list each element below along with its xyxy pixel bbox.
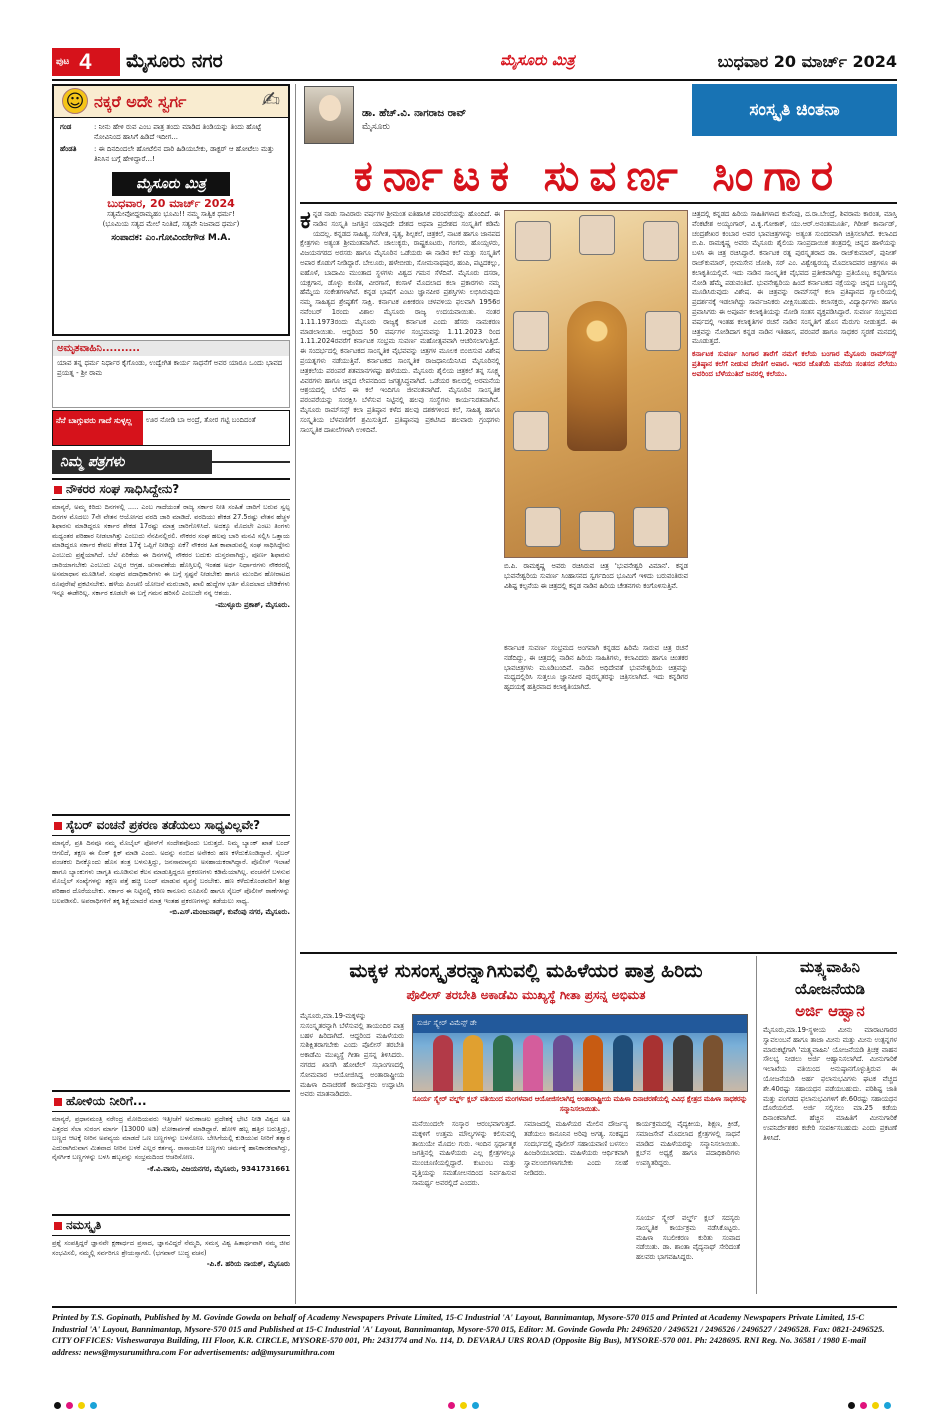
letter-title: ನೌಕರರ ಸಂಘ ಸಾಧಿಸಿದ್ದೇನು?	[52, 478, 290, 500]
registration-marks	[0, 1402, 945, 1412]
registration-dot	[472, 1402, 479, 1409]
person-figure	[463, 1035, 483, 1091]
letter-item	[52, 814, 290, 1084]
masthead-rule	[52, 79, 897, 81]
image-caption: ಬಿ.ಪಿ. ರಾಮಕೃಷ್ಣ ಅವರು ರಚಿಸಿರುವ ಚಿತ್ರ 'ಭುವನೇಶ್ವರಿ ವಿಮಾನ'. ಕನ್ನಡ ಭುವನೇಶ್ವರಿಯ ಸುವರ್ಣ ಸಿಂಹಾಸನದ ಸ್ವರ್ಗದಿಂದ ಭೂಮಿಗೆ ಇಳಿದು ಬರುವಂತಿರುವ ವಿಶಿಷ್ಟ ಕಲ್ಪನೆಯ ಈ ಚಿತ್ರದಲ್ಲಿ ಕನ್ನಡ ನಾಡಿನ ಹಿರಿಯ ಚೇತನಗಳು ಕಂಗೊಳಿಸುತ್ತಿವೆ.	[504, 562, 688, 590]
article-text: ಚಿತ್ರದಲ್ಲಿ ಕನ್ನಡದ ಹಿರಿಯ ಸಾಹಿತಿಗಳಾದ ಕುವೆಂಪು, ದ.ರಾ.ಬೇಂದ್ರೆ, ಶಿವರಾಮ ಕಾರಂತ, ಮಾಸ್ತಿ ವೆಂಕಟೇಶ ಅಯ್ಯಂಗಾರ್, ವಿ.ಕೃ.ಗೋಕಾಕ್, ಯು.ಆರ್.ಅನಂತಮೂರ್ತಿ, ಗಿರೀಶ್ ಕಾರ್ನಾಡ್, ಚಂದ್ರಶೇಖರ ಕಂಬಾರ ಅವರ ಭಾವಚಿತ್ರಗಳನ್ನು ಅತ್ಯಂತ ಸುಂದರವಾಗಿ ಚಿತ್ರಿಸಲಾಗಿದೆ. ಕಲಾವಿದ ಬಿ.ಪಿ. ರಾಮಕೃಷ್ಣ ಅವರು ಮೈಸೂರು ಶೈಲಿಯ ಸಾಂಪ್ರದಾಯಿಕ ತಂತ್ರದಲ್ಲಿ ಚಿನ್ನದ ಹಾಳೆಯನ್ನು ಬಳಸಿ ಈ ಚಿತ್ರ ರಚಿಸಿದ್ದಾರೆ. ಕರ್ನಾಟಕ ರತ್ನ ಪುರಸ್ಕೃತರಾದ ಡಾ. ರಾಜ್‌ಕುಮಾರ್, ಪುನೀತ್ ರಾಜ್‌ಕುಮಾರ್, ಭೀಮಸೇನ ಜೋಶಿ, ಸರ್ ಎಂ. ವಿಶ್ವೇಶ್ವರಯ್ಯ ಮೊದಲಾದವರ ಚಿತ್ರಗಳೂ ಈ ಕಲಾಕೃತಿಯಲ್ಲಿವೆ. ಇದು ನಾಡಿನ ಸಾಂಸ್ಕೃತಿಕ ವೈಭವದ ಪ್ರತೀಕವಾಗಿದ್ದು ಪ್ರತಿಯೊಬ್ಬ ಕನ್ನಡಿಗನೂ ನೋಡಿ ಹೆಮ್ಮೆ ಪಡುವಂತಿದೆ. ಭುವನೇಶ್ವರಿಯ ಹಿಂದೆ ಕರ್ನಾಟಕದ ನಕ್ಷೆಯನ್ನು ಚಿನ್ನದ ಬಣ್ಣದಲ್ಲಿ ಮೂಡಿಸಿರುವುದು ವಿಶೇಷ. ಈ ಚಿತ್ರವನ್ನು ರಾಮ್‌ಸನ್ಸ್ ಕಲಾ ಪ್ರತಿಷ್ಠಾನದ ಗ್ಯಾಲರಿಯಲ್ಲಿ ಪ್ರದರ್ಶನಕ್ಕೆ ಇಡಲಾಗಿದ್ದು ಸಾರ್ವಜನಿಕರು ವೀಕ್ಷಿಸಬಹುದು. ಕಲಾಸಕ್ತರು, ವಿದ್ಯಾರ್ಥಿಗಳು ಹಾಗೂ ಪ್ರವಾಸಿಗರು ಈ ಅಪೂರ್ವ ಕಲಾಕೃತಿಯನ್ನು ನೋಡಿ ಸಂತಸ ವ್ಯಕ್ತಪಡಿಸಿದ್ದಾರೆ. ಸುವರ್ಣ ಸಂಭ್ರಮದ ವರ್ಷದಲ್ಲಿ ಇಂತಹ ಕಲಾಕೃತಿಗಳ ರಚನೆ ನಾಡಿನ ಸಂಸ್ಕೃತಿಗೆ ಹೊಸ ಮೆರುಗು ನೀಡುತ್ತದೆ. ಈ ಚಿತ್ರವನ್ನು ನೋಡಿದಾಗ ಕನ್ನಡ ನಾಡಿನ ಇತಿಹಾಸ, ಪರಂಪರೆ ಹಾಗೂ ಸಾಧಕರ ಸ್ಮರಣೆ ಮನದಲ್ಲಿ ಮೂಡುತ್ತದೆ.	[692, 210, 897, 346]
joke-line: : ಈ ದಿನದಿಂದಲೇ ಹೋಟೆಲಿನ ದಾರಿ ಹಿಡಿಯಬೇಕು, ಡಾಕ್ಟರ್ ಆ ಹೋಟೆಲು ಮತ್ತು ತಿನಿಸಿನ ಬಗ್ಗೆ ಹೇಳಿದ್ದಾರೆ...!	[94, 145, 275, 163]
registration-dot	[54, 1402, 61, 1409]
article-column	[504, 644, 688, 944]
portrait-thumbnail	[643, 221, 679, 261]
story-headline: ಮಕ್ಕಳ ಸುಸಂಸ್ಕೃತರನ್ನಾಗಿಸುವಲ್ಲಿ ಮಹಿಳೆಯರ ಪಾತ್ರ ಹಿರಿದು	[349, 960, 703, 982]
letter-body: ಮಾನ್ಯರೆ, ಪ್ರಧಾನಮಂತ್ರಿ ನರೇಂದ್ರ ಮೋದಿಯವರು ಇತ್ತೀಚೆಗೆ ಅರುಣಾಚಲ ಪ್ರದೇಶಕ್ಕೆ ಭೇಟಿ ನೀಡಿ ವಿಶ್ವದ ಅತಿ ಎತ್ತರದ ಸೆಲಾ ಸುರಂಗ ಮಾರ್ಗ (13000 ಅಡಿ) ಲೋಕಾರ್ಪಣೆ ಮಾಡಿದ್ದಾರೆ. ಹೋಳಿ ಹಬ್ಬ ಹತ್ತಿರ ಬರುತ್ತಿದ್ದು, ಬಣ್ಣದ ಆಟಕ್ಕೆ ನೀರಿನ ಅಪವ್ಯಯ ಮಾಡದೆ ಒಣ ಬಣ್ಣಗಳನ್ನು ಬಳಸೋಣ. ಬೇಸಿಗೆಯಲ್ಲಿ ಕುಡಿಯುವ ನೀರಿಗೆ ತತ್ವಾರ ಎದುರಾಗಿರುವಾಗ ಮಿತವಾದ ನೀರಿನ ಬಳಕೆ ಎಲ್ಲರ ಕರ್ತವ್ಯ. ರಾಸಾಯನಿಕ ಬಣ್ಣಗಳು ಚರ್ಮಕ್ಕೆ ಹಾನಿಕಾರಕವಾಗಿದ್ದು, ನೈಸರ್ಗಿಕ ಬಣ್ಣಗಳನ್ನು ಬಳಸಿ ಹಬ್ಬವನ್ನು ಸಂಭ್ರಮದಿಂದ ಆಚರಿಸೋಣ.	[52, 1115, 290, 1162]
masthead	[52, 48, 897, 78]
letter-signature: -ಪಿ.ಕೆ. ಹರಿಯ ನಾಯಕ್, ಮೈಸೂರು	[206, 1260, 290, 1269]
print-imprint: Printed by T.S. Gopinath, Published by M. Govinde Gowda on behalf of Academy Newspapers Private Limited, 15-C Industrial 'A' Layout, Bannimantap, Mysore-570 015 and Printed at Academy Newspapers Private Limited, 15-C Industrial 'A' Layout, Bannimantap, Mysore-570 015 and Published at 15-C Industrial 'A' Layout, Bannimantap, Mysore-570 015, Editor: M. Govinde Gowda Ph: 2496520 / 2496521 / 2496526 / 2496527 / 2496528. Fax: 0821-2496525. CITY OFFICES: Visheswaraya Building, III Floor, K.R. CIRCLE, MYSORE-570 001, Ph: 2431774 and No. 114, D. DEVARAJ URS ROAD (Opposite Big Bus), MYSORE-570 001. Ph: 2428695. RNI Reg. No. 36581 / 1980 E-mail address: news@mysurumithra.com For advertisements: ad@mysurumithra.com	[52, 1306, 897, 1374]
page-label: ಪುಟ	[56, 57, 70, 67]
person-figure	[643, 1035, 663, 1091]
person-figure	[613, 1035, 633, 1091]
author-place: ಮೈಸೂರು	[362, 122, 390, 132]
story-subheadline: ಪೊಲೀಸ್ ತರಬೇತಿ ಅಕಾಡೆಮಿ ಮುಖ್ಯಸ್ಥೆ ಗೀತಾ ಪ್ರಸನ್ನ ಅಭಿಮತ	[406, 988, 646, 1002]
editor-line: ಸಂಪಾದಕ: ಎಂ.ಗೋವಿಂದೇಗೌಡ M.A.	[111, 233, 231, 243]
headline-line: ಅರ್ಜಿ ಆಹ್ವಾನ	[795, 1002, 865, 1020]
letter-signature: -ಕೆ.ವಿ.ವಾಸು, ವಿಜಯನಗರ, ಮೈಸೂರು, 9341731661	[147, 1164, 290, 1173]
goddess-figure	[567, 301, 627, 451]
registration-dot	[884, 1402, 891, 1409]
registration-dot	[848, 1402, 855, 1409]
person-figure	[703, 1035, 723, 1091]
joke-line: : ನೀನು ಹೇಳಿ ರುವ ಎಂಬ ಪಾತ್ರ ತಂದು ಮಾಡಿದ ತಿಂಡಿಯನ್ನು ತಿಂದು ಹೊಟ್ಟೆ ನೋವಿನಿಂದ ಹಾಸಿಗೆ ಹಿಡಿದೆ ಇದೀಗ...	[94, 123, 262, 141]
portrait-thumbnail	[645, 311, 681, 351]
column-tag: ಸಂಸ್ಕೃತಿ ಚಿಂತನಾ	[692, 84, 897, 136]
laughing-face-icon: ☺	[62, 88, 88, 114]
cartoon-figure-icon: ✍	[261, 88, 280, 113]
paper-logo-small: ಮೈಸೂರು ಮಿತ್ರ	[112, 172, 230, 196]
section-title: ಮೈಸೂರು ನಗರ	[126, 50, 223, 72]
portrait-thumbnail	[513, 311, 549, 351]
edition-date: ಬುಧವಾರ, 20 ಮಾರ್ಚ್ 2024	[107, 197, 235, 210]
letter-item	[52, 478, 290, 808]
letters-section-title: ನಿಮ್ಮ ಪತ್ರಗಳು	[52, 450, 212, 474]
letter-body: ಮಾನ್ಯರೆ, ಪ್ರತಿ ದಿನವೂ ನಮ್ಮ ಮೊಬೈಲ್ ಫೋನ್‌ಗೆ ಸಂದೇಶವೊಂದು ಬರುತ್ತದೆ. ನಿಮ್ಮ ಬ್ಯಾಂಕ್ ಖಾತೆ ಬಂದ್ ಆಗಲಿದೆ, ತಕ್ಷಣ ಈ ಲಿಂಕ್ ಕ್ಲಿಕ್ ಮಾಡಿ ಎಂದು. ಅದನ್ನು ನಂಬಿದ ಅನೇಕರು ಹಣ ಕಳೆದುಕೊಂಡಿದ್ದಾರೆ. ಸೈಬರ್ ವಂಚಕರು ದಿನಕ್ಕೊಂದು ಹೊಸ ತಂತ್ರ ಬಳಸುತ್ತಿದ್ದು, ಜನಸಾಮಾನ್ಯರು ಅಸಹಾಯಕರಾಗಿದ್ದಾರೆ. ಪೊಲೀಸ್ ಇಲಾಖೆ ಹಾಗೂ ಬ್ಯಾಂಕುಗಳು ಜಾಗೃತಿ ಮೂಡಿಸುವ ಕೆಲಸ ಮಾಡುತ್ತಿದ್ದರೂ ಪ್ರಕರಣಗಳು ಕಡಿಮೆಯಾಗಿಲ್ಲ. ವಂಚನೆಗೆ ಬಳಸುವ ಮೊಬೈಲ್ ಸಂಖ್ಯೆಗಳನ್ನು ತಕ್ಷಣ ಪತ್ತೆ ಹಚ್ಚಿ ಬಂದ್ ಮಾಡುವ ವ್ಯವಸ್ಥೆ ಬರಬೇಕು. ಹಣ ಕಳೆದುಕೊಂಡವರಿಗೆ ಶೀಘ್ರ ಪರಿಹಾರ ದೊರೆಯಬೇಕು. ಸರ್ಕಾರ ಈ ನಿಟ್ಟಿನಲ್ಲಿ ಕಠಿಣ ಕಾನೂನು ರೂಪಿಸಲಿ ಹಾಗೂ ಸೈಬರ್ ಪೊಲೀಸ್ ಠಾಣೆಗಳನ್ನು ಬಲಪಡಿಸಲಿ. ಅಪರಾಧಿಗಳಿಗೆ ತಕ್ಕ ಶಿಕ್ಷೆಯಾದರೆ ಮಾತ್ರ ಇಂತಹ ಪ್ರಕರಣಗಳನ್ನು ತಡೆಯಲು ಸಾಧ್ಯ.	[52, 839, 290, 905]
photo-caption: ಸೂರ್ಯ ಸ್ಕ್ವೇರ್ ವರ್ಲ್ಡ್ ಕ್ಲಬ್ ವತಿಯಿಂದ ಮಂಗಳವಾರ ಆಯೋಜಿಸಲಾಗಿದ್ದ ಅಂತಾರಾಷ್ಟ್ರೀಯ ಮಹಿಳಾ ದಿನಾಚರಣೆಯಲ್ಲಿ ವಿವಿಧ ಕ್ಷೇತ್ರದ ಮಹಿಳಾ ಸಾಧಕರನ್ನು ಸನ್ಮಾನಿಸಲಾಯಿತು.	[412, 1095, 748, 1113]
letter-body: ಪ್ರಶ್ನೆ ಸಂಪತ್ತಿದ್ದರೆ ಜ್ಞಾನವೇ ಕ್ಷಣಾರ್ಧದ ಪ್ರಸಾದ, ಜ್ಞಾನವಿದ್ದರೆ ನೆಮ್ಮದಿ, ಸಮಸ್ತ ವಿಶ್ವ ಹಿತಾರ್ಥವಾಗಿ ನಮ್ಮ ಜೀವ ಸಂಭವಿಸಲಿ, ನಮ್ಮಲ್ಲಿ ಸರ್ವರಿಗೂ ಶ್ರೇಯಸ್ಸಾಗಲಿ. (ಭಗವಾನ್ ಬುದ್ಧ ವಚನ)	[52, 1239, 290, 1257]
letters-section-header	[52, 450, 290, 474]
story-column: ಮನೆಯಿಂದಲೇ ಸಂಸ್ಕಾರ ಆರಂಭವಾಗುತ್ತದೆ. ಮಕ್ಕಳಿಗೆ ಉತ್ತಮ ಮೌಲ್ಯಗಳನ್ನು ಕಲಿಸುವಲ್ಲಿ ತಾಯಿಯೇ ಮೊದಲ ಗುರು. ಇಂದಿನ ಸ್ಪರ್ಧಾತ್ಮಕ ಜಗತ್ತಿನಲ್ಲಿ ಮಹಿಳೆಯರು ಎಲ್ಲ ಕ್ಷೇತ್ರಗಳಲ್ಲೂ ಮುಂಚೂಣಿಯಲ್ಲಿದ್ದಾರೆ. ಕುಟುಂಬ ಮತ್ತು ವೃತ್ತಿಯನ್ನು ಸಮತೋಲನದಿಂದ ನಿರ್ವಹಿಸುವ ಸಾಮರ್ಥ್ಯ ಅವರಲ್ಲಿದೆ ಎಂದರು.	[412, 1120, 516, 1187]
story-body: ಮೈಸೂರು,ಮಾ.19-ಸ್ಥಳೀಯ ಮೀನು ಮಾರಾಟಗಾರರ ಸ್ವಾವಲಂಬನೆ ಹಾಗೂ ತಾಜಾ ಮೀನು ಮತ್ತು ಮೀನು ಉತ್ಪನ್ನಗಳ ಮಾರುಕಟ್ಟೆಗಾಗಿ 'ಮತ್ಸ್ಯವಾಹಿನಿ' ಯೋಜನೆಯಡಿ ತ್ರಿಚಕ್ರ ವಾಹನ ಸೌಲಭ್ಯ ನೀಡಲು ಅರ್ಜಿ ಆಹ್ವಾನಿಸಲಾಗಿದೆ. ಮೀನುಗಾರಿಕೆ ಇಲಾಖೆಯ ವತಿಯಿಂದ ಅನುಷ್ಠಾನಗೊಳ್ಳುತ್ತಿರುವ ಈ ಯೋಜನೆಯಡಿ ಅರ್ಹ ಫಲಾನುಭವಿಗಳು ಘಟಕ ವೆಚ್ಚದ ಶೇ.40ರಷ್ಟು ಸಹಾಯಧನ ಪಡೆಯಬಹುದು. ಪರಿಶಿಷ್ಟ ಜಾತಿ ಮತ್ತು ಪಂಗಡದ ಫಲಾನುಭವಿಗಳಿಗೆ ಶೇ.60ರಷ್ಟು ಸಹಾಯಧನ ದೊರೆಯಲಿದೆ. ಅರ್ಜಿ ಸಲ್ಲಿಸಲು ಮಾ.25 ಕಡೆಯ ದಿನಾಂಕವಾಗಿದೆ. ಹೆಚ್ಚಿನ ಮಾಹಿತಿಗೆ ಮೀನುಗಾರಿಕೆ ಉಪನಿರ್ದೇಶಕರ ಕಚೇರಿ ಸಂಪರ್ಕಿಸಬಹುದು ಎಂದು ಪ್ರಕಟಣೆ ತಿಳಿಸಿದೆ.	[763, 1026, 897, 1142]
article-headline: ಕರ್ನಾಟಕ ಸುವರ್ಣ ಸಿಂಗಾರ	[300, 148, 897, 204]
joke-box	[52, 84, 290, 336]
joke-speaker: ಹೆಂಡತಿ	[60, 145, 77, 153]
article-text: ಕರ್ನಾಟಕ ಸುವರ್ಣ ಸಂಭ್ರಮದ ಅಂಗವಾಗಿ ಕನ್ನಡದ ಹಿರಿಮೆ ಸಾರುವ ಚಿತ್ರ ರಚನೆ ನಡೆದಿದ್ದು, ಈ ಚಿತ್ರದಲ್ಲಿ ನಾಡಿನ ಹಿರಿಯ ಸಾಹಿತಿಗಳು, ಕಲಾವಿದರು ಹಾಗೂ ಚಿಂತಕರ ಭಾವಚಿತ್ರಗಳು ಮೂಡಿಬಂದಿವೆ. ನಾಡಿನ ಅಧಿದೇವತೆ ಭುವನೇಶ್ವರಿಯ ಚಿತ್ರವನ್ನು ಮಧ್ಯದಲ್ಲಿರಿಸಿ ಸುತ್ತಲೂ ಜ್ಞಾನಪೀಠ ಪುರಸ್ಕೃತರನ್ನು ಚಿತ್ರಿಸಲಾಗಿದೆ. ಇದು ಕನ್ನಡಿಗರ ಹೃದಯಕ್ಕೆ ಹತ್ತಿರವಾದ ಕಲಾಕೃತಿಯಾಗಿದೆ.	[504, 644, 688, 692]
letter-item	[52, 1214, 290, 1304]
registration-dot	[90, 1402, 97, 1409]
issue-date: ಬುಧವಾರ 20 ಮಾರ್ಚ್ 2024	[717, 52, 897, 71]
registration-dot	[872, 1402, 879, 1409]
registration-dot	[460, 1402, 467, 1409]
person-figure	[673, 1035, 693, 1091]
joke-row	[60, 144, 282, 164]
letter-signature: -ಬಿ.ಎಸ್.ಮಂಜುನಾಥ್, ಕುವೆಂಪು ನಗರ, ಮೈಸೂರು.	[169, 908, 290, 917]
person-figure	[553, 1035, 573, 1091]
joke-row	[60, 122, 282, 142]
portrait-thumbnail	[645, 411, 681, 451]
registration-dot	[66, 1402, 73, 1409]
story-column: ಕಾರ್ಯಕ್ರಮದಲ್ಲಿ ವೈದ್ಯಕೀಯ, ಶಿಕ್ಷಣ, ಕ್ರೀಡೆ, ಸಮಾಜಸೇವೆ ಮೊದಲಾದ ಕ್ಷೇತ್ರಗಳಲ್ಲಿ ಸಾಧನೆ ಮಾಡಿದ ಮಹಿಳೆಯರನ್ನು ಸನ್ಮಾನಿಸಲಾಯಿತು. ಕ್ಲಬ್‌ನ ಅಧ್ಯಕ್ಷೆ ಹಾಗೂ ಪದಾಧಿಕಾರಿಗಳು ಉಪಸ್ಥಿತರಿದ್ದರು.	[636, 1120, 740, 1168]
story-matsyavahini	[756, 956, 897, 1294]
byline	[300, 84, 897, 146]
portrait-thumbnail	[513, 411, 549, 451]
proverb-text: ಊರ ನೋಡಿ ಬಾ ಅಂದ್ರೆ, ತೋರ ಗಟ್ಟಿ ಬಂದಿದಂತೆ	[146, 416, 256, 424]
portrait-thumbnail	[633, 507, 669, 547]
artwork-image	[504, 210, 688, 558]
portrait-thumbnail	[579, 215, 615, 255]
registration-dot	[448, 1402, 455, 1409]
letter-body: ಮಾನ್ಯರೆ, ಅಮ್ಮ ಕಿರಿದು ದಿನಗಳಲ್ಲಿ ..... ಎಂಬ ಗಾದೆಯಂತೆ ರಾಜ್ಯ ಸರ್ಕಾರ ನೀತಿ ಸಂಹಿತೆ ಜಾರಿಗೆ ಬರುವ ಸ್ವಲ್ಪ ದಿನಗಳ ಮೊದಲು 7ನೇ ವೇತನ ಆಯೋಗದ ವರದಿ ಜಾರಿ ಮಾಡಿದೆ. ವರದಿಯು ಶೇಕಡ 27.5ರಷ್ಟು ವೇತನ ಹೆಚ್ಚಳ ಶಿಫಾರಸು ಮಾಡಿದ್ದರೂ ಸರ್ಕಾರ ಶೇಕಡ 17ರಷ್ಟು ಮಾತ್ರ ಜಾರಿಗೊಳಿಸಿದೆ. ಅದಕ್ಕೂ ಮೊದಲೇ ಎಂಟು ತಿಂಗಳು ಮಧ್ಯಂತರ ಪರಿಹಾರ ನೀಡಲಾಗಿತ್ತು ಎಂಬುದು ನೆನಪಿನಲ್ಲಿರಲಿ. ನೌಕರರ ಸಂಘ ಹಲವು ಬಾರಿ ಮನವಿ ಸಲ್ಲಿಸಿ ಒತ್ತಾಯ ಮಾಡಿದ್ದರೂ ಸರ್ಕಾರ ಕೇವಲ ಶೇಕಡ 17ಕ್ಕೆ ಒಪ್ಪಿಗೆ ನೀಡಿದ್ದು ಏಕೆ? ನೌಕರರ ಹಿತ ಕಾಪಾಡುವಲ್ಲಿ ಸಂಘ ಸಾಧಿಸಿದ್ದೇನು ಎಂಬುದು ಪ್ರಶ್ನೆಯಾಗಿದೆ. ಬೆಲೆ ಏರಿಕೆಯ ಈ ದಿನಗಳಲ್ಲಿ ನೌಕರರ ಬದುಕು ದುಸ್ತರವಾಗಿದ್ದು, ಪೂರ್ಣ ಶಿಫಾರಸು ಜಾರಿಯಾಗಬೇಕು ಎಂಬುದು ಎಲ್ಲರ ಆಗ್ರಹ. ಚುನಾವಣೆಯ ಹೊಸ್ತಿಲಲ್ಲಿ ಇಂತಹ ಅರ್ಧ ನಿರ್ಧಾರಗಳು ನೌಕರರಲ್ಲಿ ಅಸಮಾಧಾನ ಮೂಡಿಸಿವೆ. ಸಂಘದ ಪದಾಧಿಕಾರಿಗಳು ಈ ಬಗ್ಗೆ ಸ್ಪಷ್ಟನೆ ನೀಡಬೇಕು ಹಾಗೂ ಮುಂದಿನ ಹೋರಾಟದ ರೂಪುರೇಷೆ ಪ್ರಕಟಿಸಬೇಕು. ಹಳೆಯ ಪಿಂಚಣಿ ಯೋಜನೆ ಮರುಜಾರಿ, ಖಾಲಿ ಹುದ್ದೆಗಳ ಭರ್ತಿ ಮೊದಲಾದ ಬೇಡಿಕೆಗಳು ಇನ್ನೂ ಈಡೇರಿಲ್ಲ. ಸರ್ಕಾರ ಕೂಡಲೇ ಈ ಬಗ್ಗೆ ಗಮನ ಹರಿಸಲಿ ಎಂಬುದೇ ನನ್ನ ಆಶಯ.	[52, 503, 290, 598]
section-rule	[300, 952, 897, 954]
person-figure	[523, 1035, 543, 1091]
amrita-box	[52, 340, 290, 408]
person-figure	[493, 1035, 513, 1091]
person-figure	[433, 1035, 453, 1091]
joke-body	[54, 118, 288, 247]
letter-title: ಸೈಬರ್ ವಂಚನೆ ಪ್ರಕರಣ ತಡೆಯಲು ಸಾಧ್ಯವಿಲ್ಲವೇ?	[52, 814, 290, 836]
page-badge	[52, 48, 120, 76]
photo-banner: ಸುರ್ಜಿ ಸ್ಕ್ವೇರ್ ವಿಮೆನ್ಸ್ ಡೇ	[413, 1015, 748, 1033]
motto-translation: (ಭೂಮಿಯ ಸತ್ಯದ ಮೇಲೆ ನಿಂತಿದೆ, ಸತ್ಯವೇ ನಿಜವಾದ ಧರ್ಮ)	[102, 220, 240, 228]
column-divider	[295, 84, 296, 1304]
article-column	[692, 210, 897, 1030]
portrait-thumbnail	[525, 507, 561, 547]
author-photo	[304, 86, 354, 144]
article-column	[300, 210, 500, 1030]
registration-dot	[78, 1402, 85, 1409]
letter-title: ಹೋಳಿಯ ನೀರಿಗೆ...	[52, 1090, 290, 1112]
author-name: ಡಾ. ಹೆಚ್.ವಿ. ನಾಗರಾಜ ರಾವ್	[362, 108, 467, 119]
headline-line: ಯೋಜನೆಯಡಿ	[795, 980, 865, 998]
event-photo	[412, 1014, 748, 1092]
amrita-heading: ಅಮೃತವಾಹಿನಿ..........	[53, 341, 289, 356]
letter-signature: -ಮುಳ್ಳೂರು ಪ್ರಕಾಶ್, ಮೈಸೂರು.	[215, 600, 290, 609]
portrait-thumbnail	[515, 221, 551, 261]
article-text: ನ್ನಡ ನಾಡು ಸಾವಿರಾರು ವರ್ಷಗಳ ಶ್ರೀಮಂತ ಐತಿಹಾಸಿಕ ಪರಂಪರೆಯನ್ನು ಹೊಂದಿದೆ. ಈ ನಾಡಿನ ಸಂಸ್ಕೃತಿ ಜಗತ್ತಿನ ಯಾವುದೇ ದೇಶದ ಅಥವಾ ಪ್ರದೇಶದ ಸಂಸ್ಕೃತಿಗೆ ಕಡಿಮೆ ಯದಲ್ಲ. ಕನ್ನಡದ ಸಾಹಿತ್ಯ, ಸಂಗೀತ, ನೃತ್ಯ, ಶಿಲ್ಪಕಲೆ, ಚಿತ್ರಕಲೆ, ನಾಟಕ ಹಾಗೂ ಜಾನಪದ ಕ್ಷೇತ್ರಗಳು ಅತ್ಯಂತ ಶ್ರೀಮಂತವಾಗಿವೆ. ಚಾಲುಕ್ಯರು, ರಾಷ್ಟ್ರಕೂಟರು, ಗಂಗರು, ಹೊಯ್ಸಳರು, ವಿಜಯನಗರದ ಅರಸರು ಹಾಗೂ ಮೈಸೂರಿನ ಒಡೆಯರು ಈ ನಾಡಿನ ಕಲೆ ಮತ್ತು ಸಂಸ್ಕೃತಿಗೆ ಅಪಾರ ಕೊಡುಗೆ ನೀಡಿದ್ದಾರೆ. ಬೇಲೂರು, ಹಳೇಬೀಡು, ಸೋಮನಾಥಪುರ, ಹಂಪಿ, ಪಟ್ಟದಕಲ್ಲು, ಐಹೊಳೆ, ಬಾದಾಮಿ ಮುಂತಾದ ಸ್ಥಳಗಳು ವಿಶ್ವದ ಗಮನ ಸೆಳೆದಿವೆ. ಮೈಸೂರು ದಸರಾ, ಯಕ್ಷಗಾನ, ಡೊಳ್ಳು ಕುಣಿತ, ವೀರಗಾಸೆ, ಕಂಸಾಳೆ ಮೊದಲಾದ ಕಲಾ ಪ್ರಕಾರಗಳು ನಮ್ಮ ಹೆಮ್ಮೆಯ ಸಂಕೇತಗಳಾಗಿವೆ. ಕನ್ನಡ ಭಾಷೆಗೆ ಎಂಟು ಜ್ಞಾನಪೀಠ ಪ್ರಶಸ್ತಿಗಳು ಲಭಿಸಿರುವುದು ನಮ್ಮ ಸಾಹಿತ್ಯದ ಶ್ರೇಷ್ಠತೆಗೆ ಸಾಕ್ಷಿ. ಕರ್ನಾಟಕ ಏಕೀಕರಣ ಚಳವಳಿಯ ಫಲವಾಗಿ 1956ರ ನವೆಂಬರ್ 1ರಂದು ವಿಶಾಲ ಮೈಸೂರು ರಾಜ್ಯ ಉದಯವಾಯಿತು. ನಂತರ 1.11.1973ರಂದು ಮೈಸೂರು ರಾಜ್ಯಕ್ಕೆ ಕರ್ನಾಟಕ ಎಂದು ಹೆಸರು ನಾಮಕರಣ ಮಾಡಲಾಯಿತು. ಆದ್ದರಿಂದ 50 ವರ್ಷಗಳ ಸಂಭ್ರಮವನ್ನು 1.11.2023 ರಿಂದ 1.11.2024ರವರೆಗೆ ಕರ್ನಾಟಕ ಸಂಭ್ರಮ ಸುವರ್ಣ ಮಹೋತ್ಸವವಾಗಿ ಆಚರಿಸಲಾಗುತ್ತಿದೆ. ಈ ಸಂದರ್ಭದಲ್ಲಿ ಕರ್ನಾಟಕದ ಸಾಂಸ್ಕೃತಿಕ ವೈಭವವನ್ನು ಚಿತ್ರಗಳ ಮೂಲಕ ಬಿಂಬಿಸುವ ವಿಶೇಷ ಪ್ರಯತ್ನಗಳು ನಡೆಯುತ್ತಿವೆ. ಕರ್ನಾಟಕದ ಸಾಂಸ್ಕೃತಿಕ ರಾಜಧಾನಿಯೆನಿಸಿದ ಮೈಸೂರಿನಲ್ಲಿ ಚಿತ್ರಕಲೆಯ ಪರಂಪರೆ ಶತಮಾನಗಳಷ್ಟು ಹಳೆಯದು. ಮೈಸೂರು ಶೈಲಿಯ ಚಿತ್ರಕಲೆ ತನ್ನ ಸೂಕ್ಷ್ಮ ವಿವರಗಳು ಹಾಗೂ ಚಿನ್ನದ ಲೇಪನದಿಂದ ಜಗತ್ಪ್ರಸಿದ್ಧವಾಗಿದೆ. ಒಡೆಯರ ಕಾಲದಲ್ಲಿ ಅರಮನೆಯ ಆಶ್ರಯದಲ್ಲಿ ಬೆಳೆದ ಈ ಕಲೆ ಇಂದಿಗೂ ಜೀವಂತವಾಗಿದೆ. ಮೈಸೂರಿನ ಸಾಂಸ್ಕೃತಿಕ ಪರಂಪರೆಯನ್ನು ಸಂರಕ್ಷಿಸಿ ಬೆಳೆಸುವ ನಿಟ್ಟಿನಲ್ಲಿ ಹಲವು ಸಂಸ್ಥೆಗಳು ಕಾರ್ಯನಿರತವಾಗಿವೆ. ಮೈಸೂರು ರಾಮ್‌ಸನ್ಸ್ ಕಲಾ ಪ್ರತಿಷ್ಠಾನ ಕಳೆದ ಹಲವು ದಶಕಗಳಿಂದ ಕಲೆ, ಸಾಹಿತ್ಯ ಹಾಗೂ ಸಂಸ್ಕೃತಿಯ ಬೆಳವಣಿಗೆಗೆ ಶ್ರಮಿಸುತ್ತಿದೆ. ಪ್ರತಿಷ್ಠಾನವು ಪ್ರಕಟಿಸಿದ ಹಲವಾರು ಗ್ರಂಥಗಳು ಸಾಂಸ್ಕೃತಿಕ ದಾಖಲೆಗಳಾಗಿ ಉಳಿದಿವೆ.	[300, 210, 500, 434]
joke-header	[54, 86, 288, 118]
letter-title: ನಮಸ್ಕೃತಿ	[52, 1214, 290, 1236]
story-column: ಮೈಸೂರು,ಮಾ.19-ಮಕ್ಕಳನ್ನು ಸುಸಂಸ್ಕೃತರನ್ನಾಗಿ ಬೆಳೆಸುವಲ್ಲಿ ತಾಯಂದಿರ ಪಾತ್ರ ಬಹಳ ಹಿರಿದಾಗಿದೆ. ಆದ್ದರಿಂದ ಮಹಿಳೆಯರು ಸುಶಿಕ್ಷಿತರಾಗಬೇಕು ಎಂದು ಪೊಲೀಸ್ ತರಬೇತಿ ಅಕಾಡೆಮಿ ಮುಖ್ಯಸ್ಥೆ ಗೀತಾ ಪ್ರಸನ್ನ ತಿಳಿಸಿದರು. ನಗರದ ಖಾಸಗಿ ಹೋಟೆಲ್ ಸಭಾಂಗಣದಲ್ಲಿ ಸೋಮವಾರ ಆಯೋಜಿಸಿದ್ದ ಅಂತಾರಾಷ್ಟ್ರೀಯ ಮಹಿಳಾ ದಿನಾಚರಣೆ ಕಾರ್ಯಕ್ರಮ ಉದ್ಘಾಟಿಸಿ ಅವರು ಮಾತನಾಡಿದರು.	[300, 1012, 404, 1099]
headline-line: ಮತ್ಸ್ಯವಾಹಿನಿ	[800, 958, 860, 976]
paper-logo: ಮೈಸೂರು ಮಿತ್ರ	[500, 51, 575, 69]
person-figure	[583, 1035, 603, 1091]
story-women-day	[300, 956, 752, 1262]
story-headline	[763, 956, 897, 1022]
proverb-box	[52, 410, 290, 446]
amrita-text: ಯಾವ ತನ್ನ ಧರ್ಮ ನಿರ್ಧಾರ ಕೈಗೊಂಡು, ಉದ್ವೇಗಿತ ಕಾರ್ಯ ಸಾಧನೆಗೆ ಅವರ ಯಾರೂ ಒಂದು ಭಾವದ ಪ್ರಯತ್ನ - ಶ್ರೀ ರಾಮ	[57, 359, 283, 377]
registration-dot	[860, 1402, 867, 1409]
motto-line: ಸತ್ಯಮೇವೋದ್ದರಾಮ್ಯಹಂ ಭೂಮಿ!! ನಮ್ಮ ಸಾತ್ವಿಕ ಧರ್ಮ!	[107, 210, 235, 218]
letter-item	[52, 1090, 290, 1208]
story-column: ಸೂರ್ಯ ಸ್ಕ್ವೇರ್ ವರ್ಲ್ಡ್ ಕ್ಲಬ್ ಸದಸ್ಯರು ಸಾಂಸ್ಕೃತಿಕ ಕಾರ್ಯಕ್ರಮ ನಡೆಸಿಕೊಟ್ಟರು. ಮಹಿಳಾ ಸಬಲೀಕರಣ ಕುರಿತು ಸಂವಾದ ನಡೆಯಿತು. ಡಾ. ಶಾಂತಾ ವೈದ್ಯನಾಥ್ ಸೇರಿದಂತೆ ಹಲವರು ಭಾಗವಹಿಸಿದ್ದರು.	[636, 1214, 740, 1262]
portrait-thumbnail	[579, 511, 615, 551]
article-pull-quote: ಕರ್ನಾಟಕ ಸುವರ್ಣ ಸಿಂಗಾರ ತಾರೆಗೆ ನಮಗೆ ಕಲೆಯ ಬಂಗಾರ ಮೈಸೂರು ರಾಮ್‌ಸನ್ಸ್ ಪ್ರತಿಷ್ಠಾನ ಕಲೆಗೆ ನೀಡುವ ದೇಣಿಗೆ ಅಪಾರ. ಇದರ ಜೊತೆಯೆ ಮನೆಯ ಸಂತಸದ ನೆಲೆಯು ಅವರಿಂದ ಬೆಳೆಯುತಿದೆ ಜನರಲ್ಲಿ ಕಲೆಯು.	[692, 349, 897, 378]
letters-header-rule	[212, 461, 290, 463]
proverb-label: ನೆನೆ ಬಾಗ್ಗುವರು ಗಾದೆ ಸುಳ್ಳಲ್ಲ	[53, 411, 143, 445]
joke-speaker: ಗಂಡ	[60, 123, 72, 131]
joke-title: ನಕ್ಕರೆ ಅದೇ ಸ್ವರ್ಗ	[94, 92, 187, 111]
drop-cap: ಕ	[300, 210, 311, 234]
story-column: ಸಮಾಜದಲ್ಲಿ ಮಹಿಳೆಯರ ಮೇಲಿನ ದೌರ್ಜನ್ಯ ತಡೆಯಲು ಕಾನೂನಿನ ಅರಿವು ಅಗತ್ಯ. ಸಂಕಷ್ಟದ ಸಂದರ್ಭದಲ್ಲಿ ಪೊಲೀಸ್ ಸಹಾಯವಾಣಿ ಬಳಸಲು ಹಿಂಜರಿಯಬಾರದು. ಮಹಿಳೆಯರು ಆರ್ಥಿಕವಾಗಿ ಸ್ವಾವಲಂಬಿಗಳಾಗಬೇಕು ಎಂದು ಸಲಹೆ ನೀಡಿದರು.	[524, 1120, 628, 1177]
page-number: 4	[79, 49, 92, 74]
